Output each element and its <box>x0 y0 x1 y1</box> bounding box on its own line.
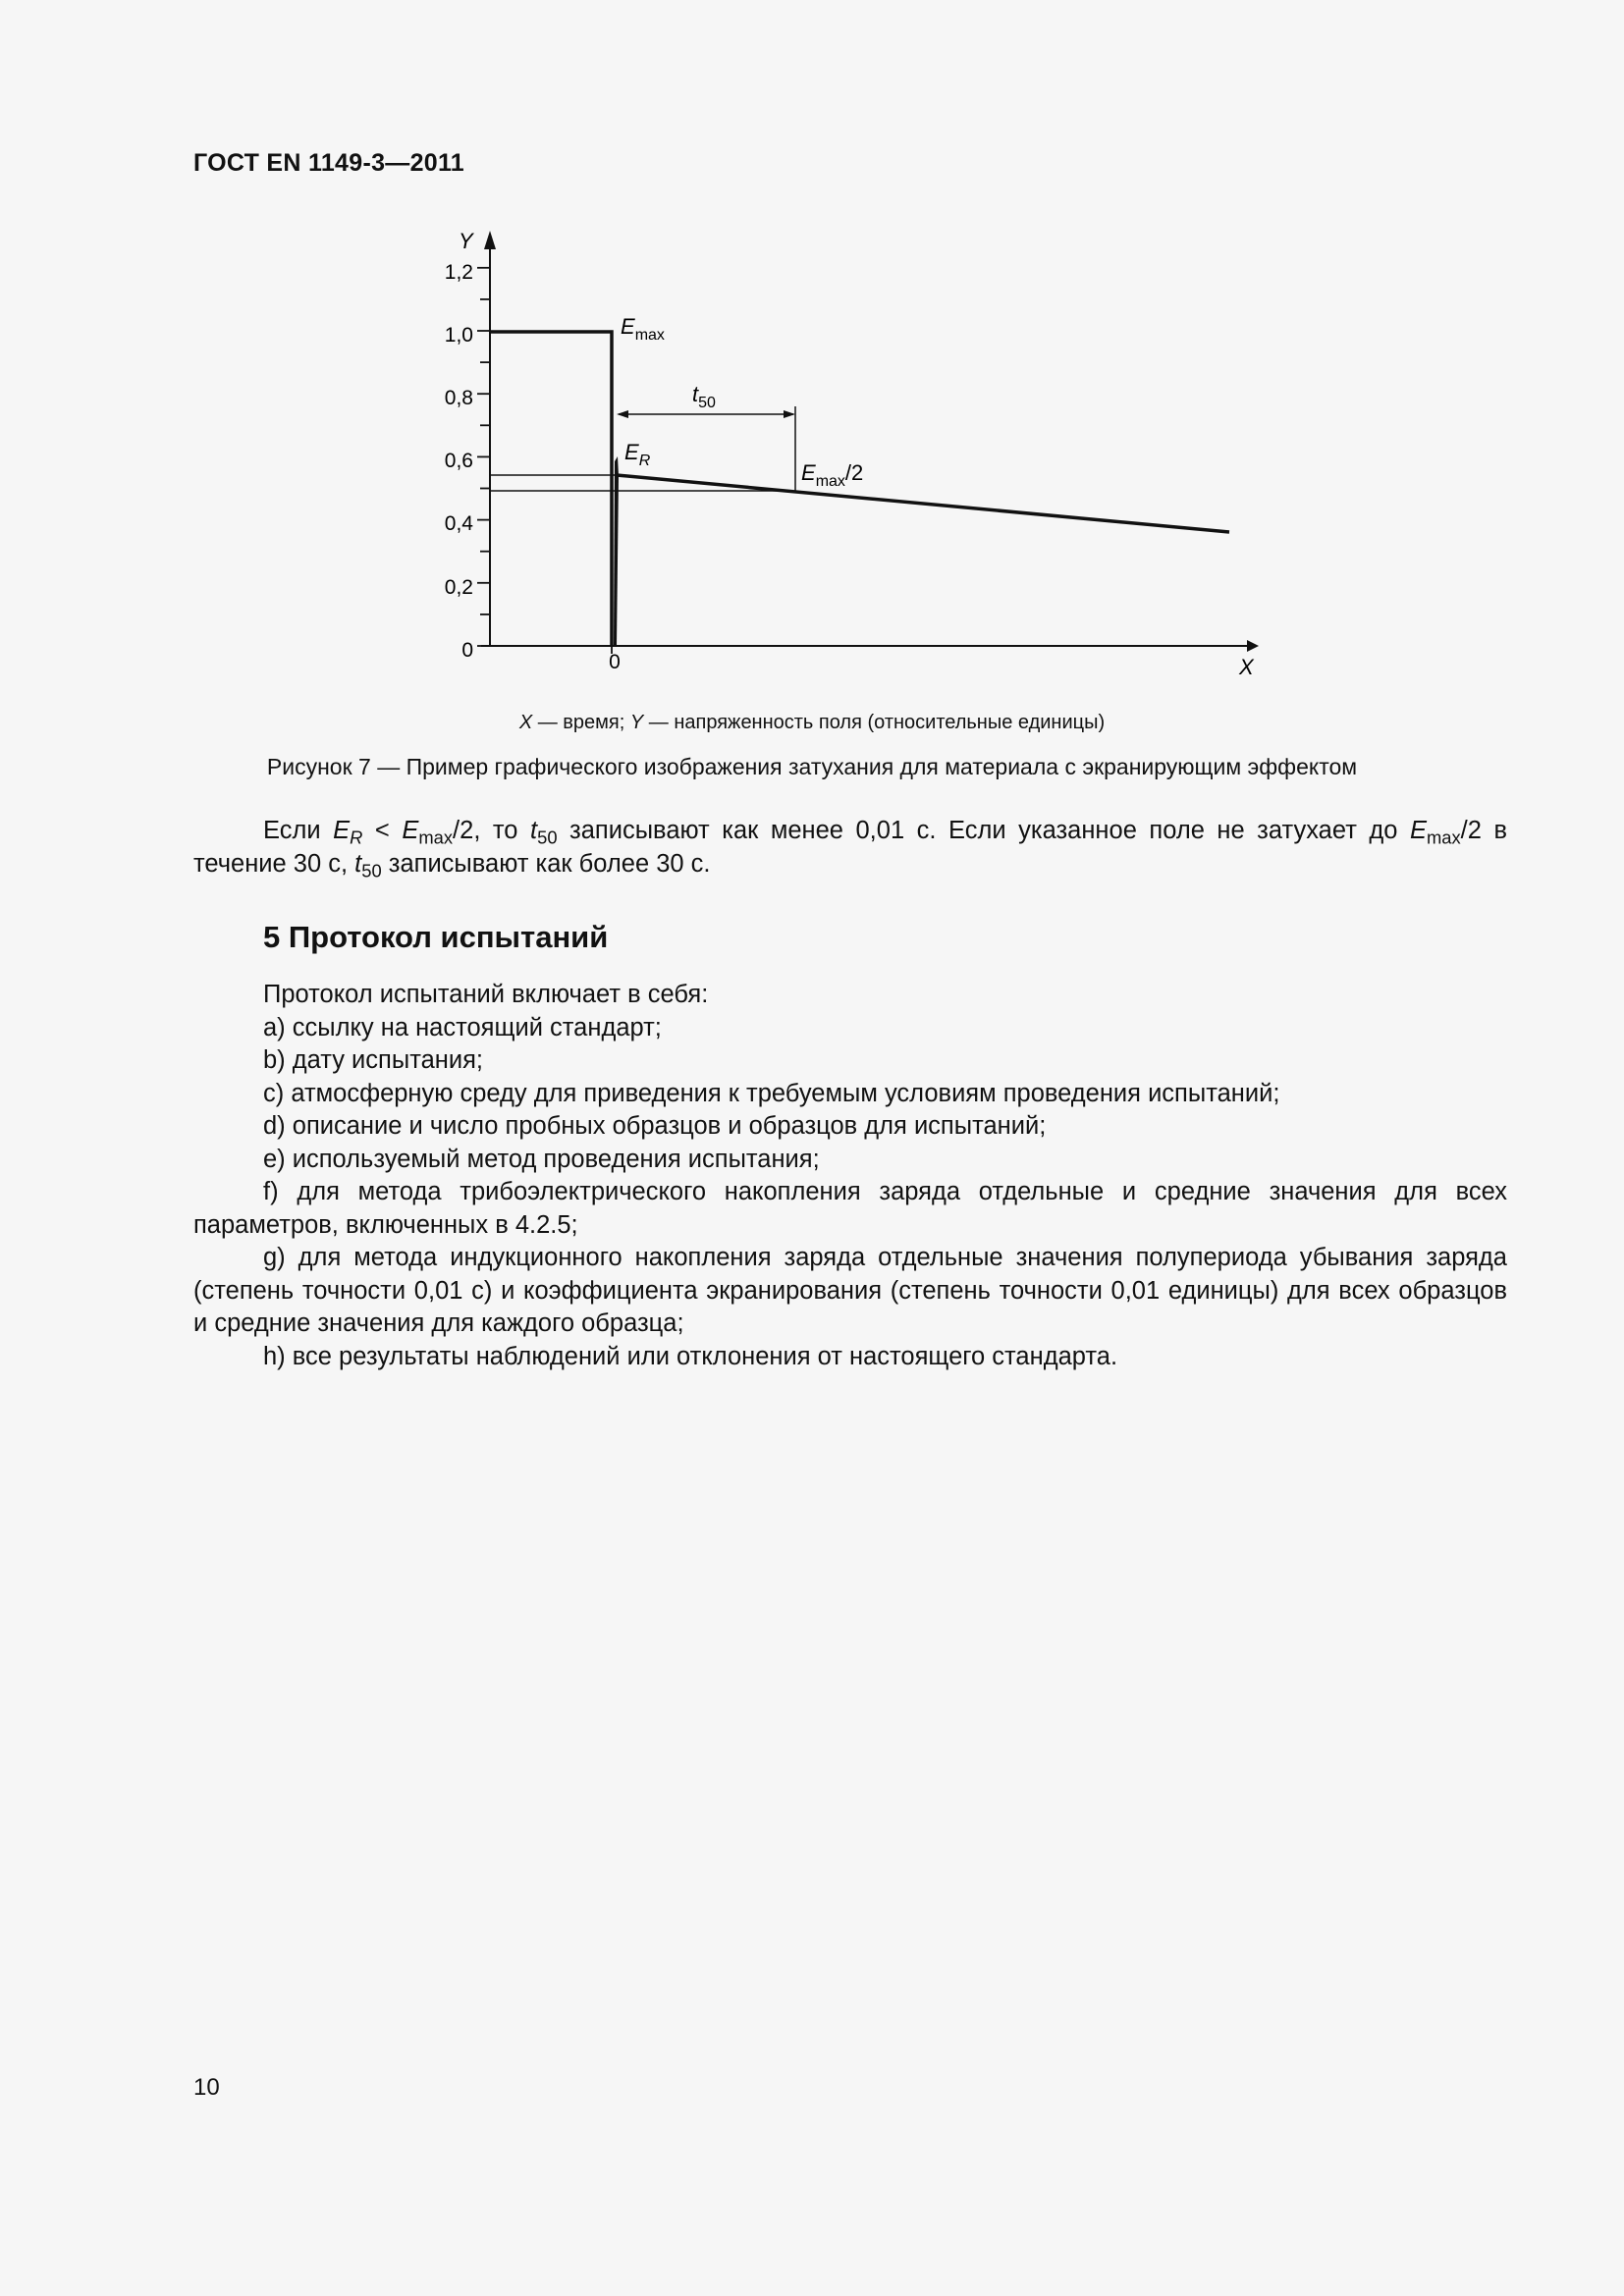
page-number: 10 <box>193 2074 220 2101</box>
legend-y-text: — напряженность поля (относительные единицы) <box>643 712 1106 733</box>
x-axis-label: X <box>1239 655 1254 679</box>
y-tick-label: 1,2 <box>444 261 473 284</box>
list-item: f) для метода трибоэлектрического накопления заряда отдельные и средние значения для всех параметров, включенных в 4.2.5; <box>193 1178 1507 1239</box>
list-item: h) все результаты наблюдений или отклонения от настоящего стандарта. <box>263 1342 1118 1370</box>
list-item: b) дату испытания; <box>263 1046 483 1074</box>
t50-arrow-right <box>784 410 795 418</box>
figure-caption: Рисунок 7 — Пример графического изображения затухания для материала с экранирующим эффектом <box>266 754 1358 779</box>
legend-x-text: — время; <box>532 712 630 733</box>
section-title: 5 Протокол испытаний <box>263 920 609 954</box>
protocol-list <box>193 979 1507 1373</box>
list-item: a) ссылку на настоящий стандарт; <box>263 1013 662 1041</box>
y-axis-arrow <box>484 231 496 249</box>
x-zero-label: 0 <box>609 651 621 673</box>
figure-legend <box>0 712 1624 734</box>
document-header: ГОСТ EN 1149-3—2011 <box>193 149 465 177</box>
er-spike <box>614 456 619 646</box>
paragraph-t50-rule: Если $E_R < E_{max}/2$, то $t_{50}$ записывают как менее 0,01 с. Если указанное поле не затухает до $E_{max}/2$ в течение 30 с, $t_{50}$ записывают как более 30 с. <box>193 817 1508 881</box>
legend-x-symbol: X <box>518 712 533 733</box>
list-item: Протокол испытаний включает в себя: <box>263 981 709 1008</box>
y-axis-label: Y <box>459 229 473 253</box>
list-item: d) описание и число пробных образцов и образцов для испытаний; <box>263 1112 1047 1140</box>
decay-line <box>617 475 1229 532</box>
signal-curve <box>490 332 612 646</box>
x-axis-arrow <box>1247 640 1259 652</box>
legend-y-symbol: Y <box>629 712 644 733</box>
y-axis-ticks <box>477 268 612 654</box>
decay-chart <box>432 221 1276 692</box>
t50-arrow-left <box>617 410 628 418</box>
emax-label: $E_{max}$ <box>621 314 665 344</box>
y-tick-label: 0,6 <box>444 450 473 472</box>
decay-figure <box>432 221 1276 697</box>
t50-label: $t_{50}$ <box>692 382 716 411</box>
y-tick-label: 1,0 <box>444 324 473 347</box>
er-label: $E_R$ <box>624 440 651 469</box>
list-item: c) атмосферную среду для приведения к требуемым условиям проведения испытаний; <box>263 1079 1280 1107</box>
emax-half-label: $E_{max}/2$ <box>801 460 864 490</box>
y-tick-label: 0,2 <box>444 576 473 599</box>
list-item: g) для метода индукционного накопления заряда отдельные значения полупериода убывания заряда (степень точности 0,01 с) и коэффициента экранирования (степень точности 0,01 единицы) для всех образцов и средние значения для каждого образца; <box>193 1244 1507 1337</box>
list-item: e) используемый метод проведения испытания; <box>263 1145 820 1173</box>
y-tick-label: 0,4 <box>444 512 473 535</box>
y-tick-label: 0 <box>461 639 473 662</box>
y-tick-label: 0,8 <box>444 387 473 409</box>
